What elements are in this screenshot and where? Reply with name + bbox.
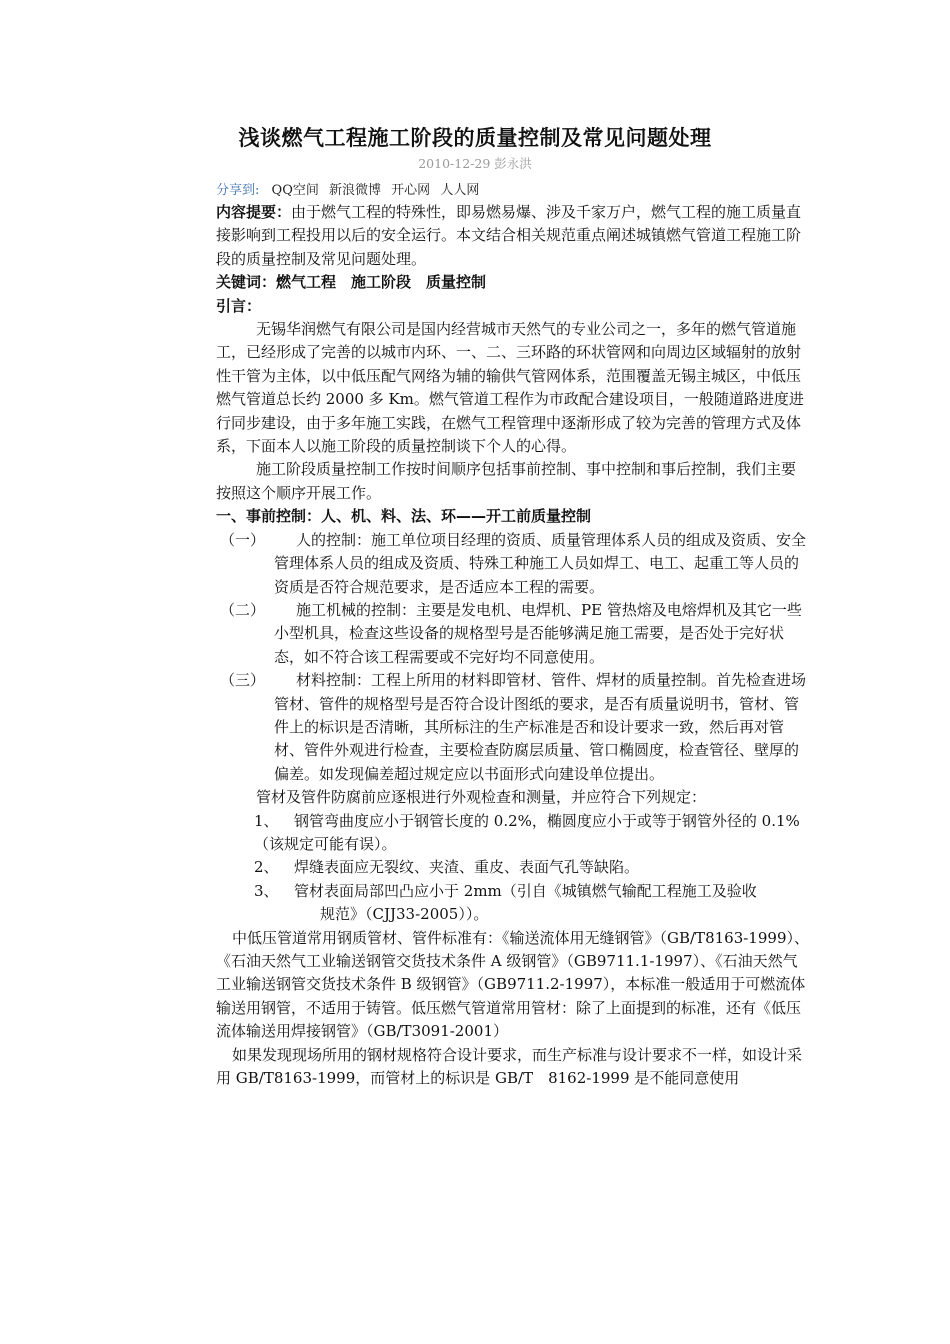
standards-paragraph: 中低压管道常用钢质管材、管件标准有：《输送流体用无缝钢管》（GB/T8163-1999）、《石油天然气工业输送钢管交货技术条件 A 级钢管》（GB9711.1-1997）、《石油天然气工业输送钢管交货技术条件 B 级钢管》（GB9711.2-1997），本标准一般适用于可燃流体输送用钢管，不适用于铸管。低压燃气管道常用管材：除了上面提到的标准，还有《低压流体输送用焊接钢管》（GB/T3091-2001） bbox=[216, 928, 809, 1041]
article-date-author: 2010-12-29 彭永洪 bbox=[418, 156, 532, 171]
item-text: 施工机械的控制：主要是发电机、电焊机、PE 管热熔及电熔焊机及其它一些小型机具，检查这些设备的规格型号是否能够满足施工需要，是否处于完好状态，如不符合该工程需要或不完好均不同意使用。 bbox=[274, 600, 802, 666]
rule-number: 1、 bbox=[254, 811, 279, 830]
rule-item-1 bbox=[216, 810, 810, 857]
rule-text-line-1: 管材表面局部凹凸应小于 2mm（引自《城镇燃气输配工程施工及验收 bbox=[294, 881, 757, 900]
intro-paragraph-1: 无锡华润燃气有限公司是国内经营城市天然气的专业公司之一，多年的燃气管道施工，已经形成了完善的以城市内环、一、二、三环路的环状管网和向周边区域辐射的放射性干管为主体，以中低压配气网络为辅的输供气管网体系，范围覆盖无锡主城区，中低压燃气管道总长约 2000 多 Km。燃气管道工程作为市政配合建设项目，一般随道路进度进行同步建设，由于多年施工实践，在燃气工程管理中逐渐形成了较为完善的管理方式及体系，下面本人以施工阶段的质量控制谈下个人的心得。 bbox=[216, 320, 804, 456]
control-item-machines bbox=[216, 599, 810, 669]
intro-paragraph-2: 施工阶段质量控制工作按时间顺序包括事前控制、事中控制和事后控制，我们主要按照这个顺序开展工作。 bbox=[216, 460, 797, 502]
share-link-renren[interactable]: 人人网 bbox=[440, 183, 480, 198]
item-marker: （二） bbox=[220, 600, 266, 619]
summary-paragraph bbox=[216, 201, 810, 271]
share-label: 分享到: bbox=[216, 183, 260, 198]
article-body bbox=[216, 201, 810, 1090]
rule-item-2 bbox=[216, 856, 810, 879]
section-heading-1: 一、事前控制：人、机、料、法、环——开工前质量控制 bbox=[216, 507, 592, 526]
rule-text: 钢管弯曲度应小于钢管长度的 0.2%，椭圆度应小于或等于钢管外径的 0.1%（该规定可能有误）。 bbox=[254, 811, 800, 853]
article-title: 浅谈燃气工程施工阶段的质量控制及常见问题处理 bbox=[238, 126, 712, 150]
rule-number: 2、 bbox=[254, 858, 279, 877]
item-text: 材料控制：工程上所用的材料即管材、管件、焊材的质量控制。首先检查进场管材、管件的规格型号是否符合设计图纸的要求，是否有质量说明书，管材、管件上的标识是否清晰，其所标注的生产标准是否和设计要求一致，然后再对管材、管件外观进行检查，主要检查防腐层质量、管口椭圆度，检查管径、壁厚的偏差。如发现偏差超过规定应以书面形式向建设单位提出。 bbox=[274, 671, 807, 783]
rule-text bbox=[294, 880, 810, 927]
control-item-people bbox=[216, 529, 810, 599]
rule-item-3 bbox=[216, 880, 810, 927]
share-link-kaixin[interactable]: 开心网 bbox=[391, 183, 431, 198]
item-marker: （三） bbox=[220, 671, 266, 690]
summary-label: 内容提要： bbox=[216, 203, 292, 221]
rule-text: 焊缝表面应无裂纹、夹渣、重皮、表面气孔等缺陷。 bbox=[294, 858, 640, 877]
intro-label: 引言： bbox=[216, 296, 262, 315]
keywords-line: 关键词：燃气工程 施工阶段 质量控制 bbox=[216, 273, 487, 292]
rule-text-line-2: 规范》（CJJ33-2005））。 bbox=[320, 905, 489, 924]
rule-number: 3、 bbox=[254, 881, 279, 900]
closing-paragraph: 如果发现现场所用的钢材规格符合设计要求，而生产标准与设计要求不一样，如设计采用 GB/T8163-1999，而管材上的标识是 GB/T 8162-1999 是不能同意使用 bbox=[216, 1045, 803, 1088]
item-marker: （一） bbox=[220, 530, 266, 549]
control-item-materials bbox=[216, 669, 810, 786]
pipe-inspection-intro: 管材及管件防腐前应逐根进行外观检查和测量，并应符合下列规定： bbox=[256, 788, 707, 807]
share-link-weibo[interactable]: 新浪微博 bbox=[329, 183, 382, 198]
summary-text: 由于燃气工程的特殊性，即易燃易爆、涉及千家万户，燃气工程的施工质量直接影响到工程投用以后的安全运行。本文结合相关规范重点阐述城镇燃气管道工程施工阶段的质量控制及常见问题处理。 bbox=[216, 203, 802, 268]
share-link-qzone[interactable]: QQ空间 bbox=[271, 183, 319, 198]
item-text: 人的控制：施工单位项目经理的资质、质量管理体系人员的组成及资质、安全管理体系人员的组成及资质、特殊工种施工人员如焊工、电工、起重工等人员的资质是否符合规范要求，是否适应本工程的需要。 bbox=[274, 530, 807, 596]
share-bar bbox=[216, 179, 485, 198]
